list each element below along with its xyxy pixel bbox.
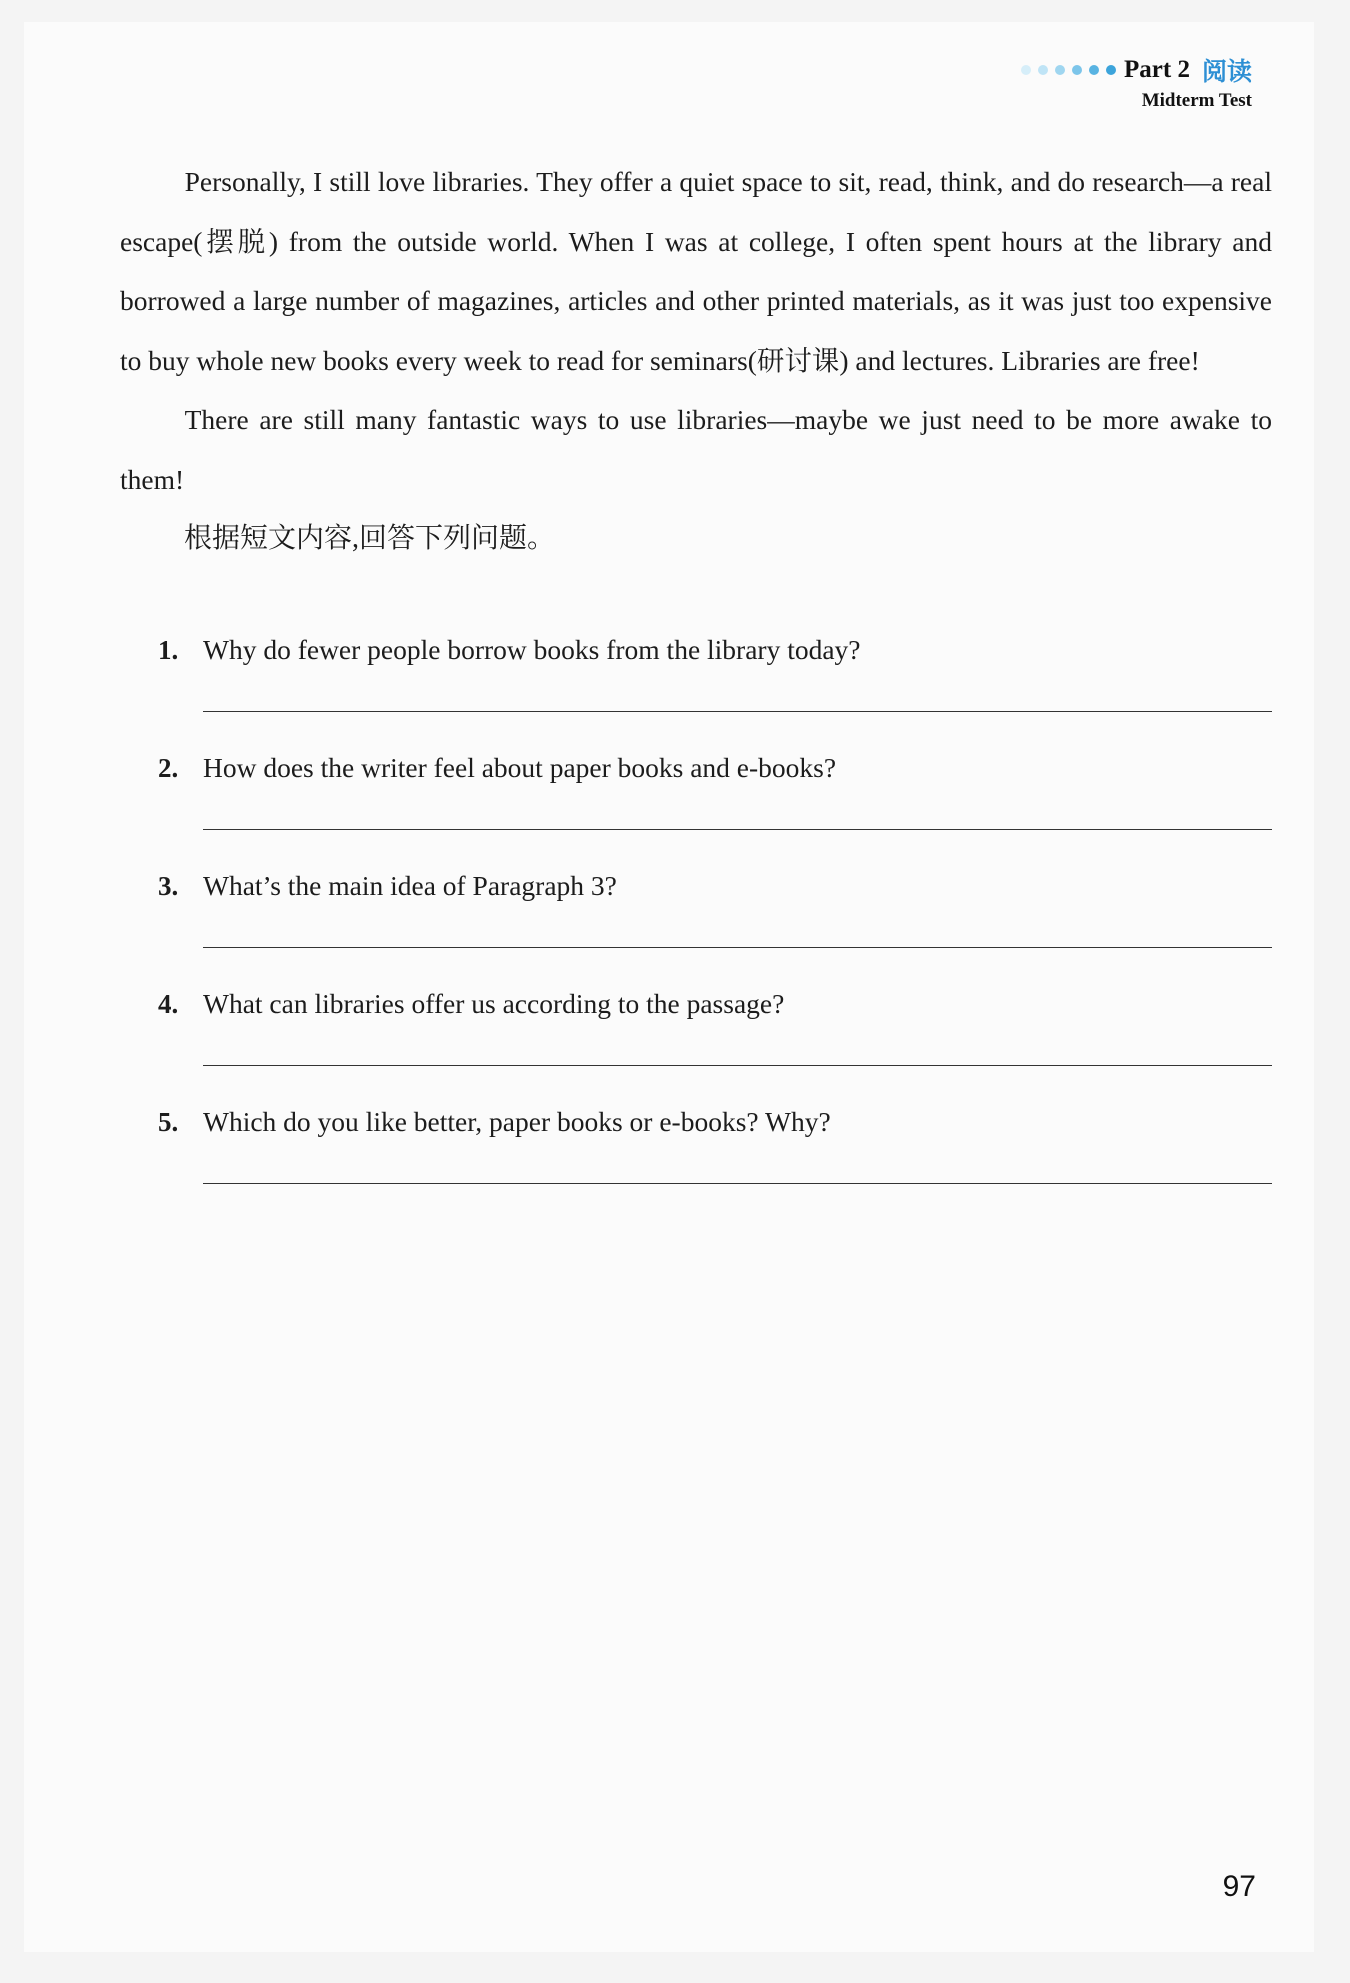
question-item bbox=[124, 979, 1272, 1097]
page-number: 97 bbox=[1222, 1870, 1256, 1903]
reading-passage bbox=[120, 152, 1272, 569]
answer-line[interactable] bbox=[203, 711, 1272, 712]
header-part-row bbox=[1014, 50, 1252, 90]
workbook-page bbox=[24, 22, 1314, 1952]
question-text: Which do you like better, paper books or e-books? Why? bbox=[203, 1106, 831, 1137]
question-item bbox=[124, 861, 1272, 979]
part-label: Part 2 bbox=[1124, 56, 1190, 83]
question-list bbox=[124, 625, 1272, 1215]
page-header bbox=[1014, 50, 1252, 112]
header-subtitle: Midterm Test bbox=[1141, 90, 1252, 111]
section-label: 阅读 bbox=[1201, 57, 1252, 86]
question-number: 5. bbox=[158, 1107, 179, 1137]
question-number: 2. bbox=[158, 753, 179, 783]
header-dot bbox=[1021, 65, 1031, 75]
passage-paragraph: Personally, I still love libraries. They offer a quiet space to sit, read, think, and do research—a real escape(摆脱) from the outside world. When I was at college, I often spent hours at the library and borrowed a large number of magazines, articles and other printed materials, as it was just too expensive to buy whole new books every week to read for seminars(研讨课) and lectures. Libraries are free! bbox=[120, 166, 1272, 376]
answer-line[interactable] bbox=[203, 1183, 1272, 1184]
question-number: 1. bbox=[158, 635, 179, 665]
header-dot bbox=[1072, 65, 1082, 75]
question-item bbox=[124, 1097, 1272, 1215]
header-dot bbox=[1055, 65, 1065, 75]
question-instruction: 根据短文内容,回答下列问题。 bbox=[184, 523, 556, 554]
question-text: Why do fewer people borrow books from the library today? bbox=[203, 634, 861, 665]
question-item bbox=[124, 743, 1272, 861]
question-item bbox=[124, 625, 1272, 743]
question-text: What can libraries offer us according to the passage? bbox=[203, 988, 785, 1019]
question-text: What’s the main idea of Paragraph 3? bbox=[203, 870, 617, 901]
header-dots bbox=[1014, 65, 1116, 75]
question-text: How does the writer feel about paper books and e-books? bbox=[203, 752, 837, 783]
header-dot bbox=[1038, 65, 1048, 75]
question-number: 3. bbox=[158, 871, 179, 901]
header-dot bbox=[1089, 65, 1099, 75]
answer-line[interactable] bbox=[203, 947, 1272, 948]
passage-paragraph: There are still many fantastic ways to use libraries—maybe we just need to be more awake to them! bbox=[120, 404, 1272, 495]
answer-line[interactable] bbox=[203, 1065, 1272, 1066]
header-dot bbox=[1106, 65, 1116, 75]
answer-line[interactable] bbox=[203, 829, 1272, 830]
question-number: 4. bbox=[158, 989, 179, 1019]
